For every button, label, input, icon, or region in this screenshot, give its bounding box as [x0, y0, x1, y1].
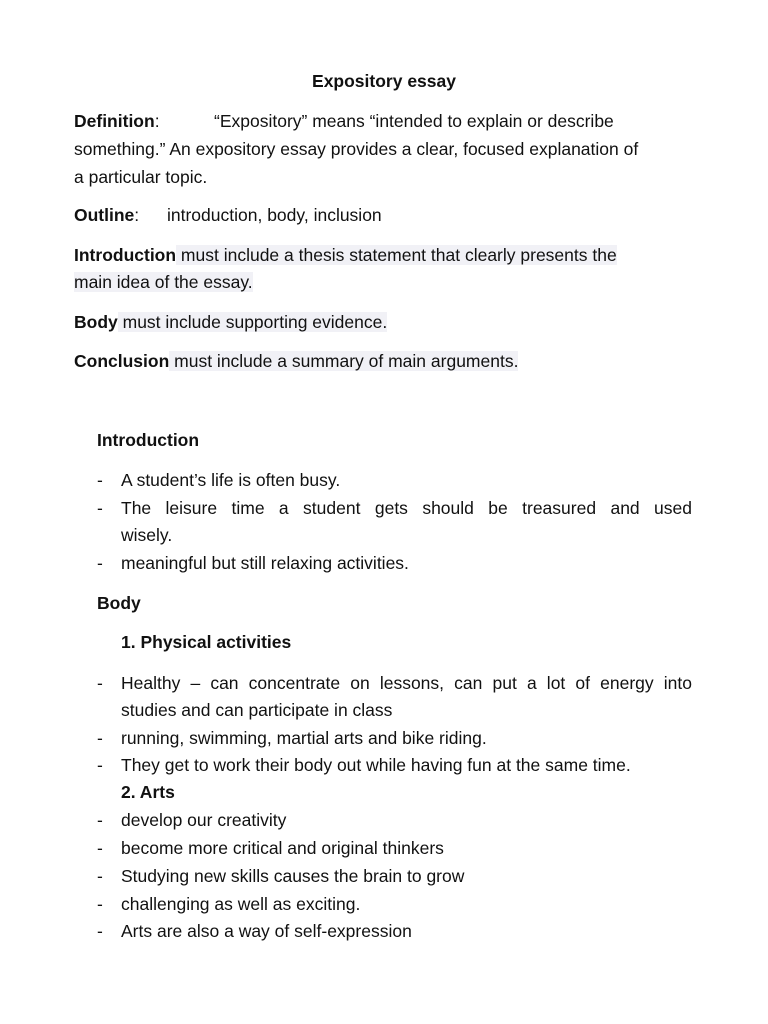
list-item-text: Arts are also a way of self-expression — [121, 921, 412, 941]
intro-def-line-1 — [74, 245, 617, 266]
bullet-dash: - — [97, 894, 103, 914]
bullet-dash: - — [97, 921, 103, 941]
bullet-dash: - — [97, 498, 103, 518]
list-item-text: They get to work their body out while having fun at the same time. — [121, 755, 631, 775]
body-def-label: Body — [74, 312, 118, 332]
bullet-dash: - — [97, 838, 103, 858]
list-item-text: running, swimming, martial arts and bike riding. — [121, 728, 487, 748]
list-item-continuation: wisely. — [121, 525, 173, 545]
body-def-text: must include supporting evidence. — [117, 312, 388, 332]
intro-def-line-2 — [74, 272, 253, 293]
conclusion-def-line — [74, 351, 518, 372]
definition-text-2: something.” An expository essay provides a clear, focused explanation of — [74, 139, 639, 159]
physical-activities-heading: 1. Physical activities — [121, 632, 292, 652]
list-item-continuation: studies and can participate in class — [121, 700, 393, 720]
outline-colon: : — [134, 205, 140, 225]
outline-text: introduction, body, inclusion — [167, 205, 382, 225]
bullet-dash: - — [97, 728, 103, 748]
list-item-text: challenging as well as exciting. — [121, 894, 361, 914]
bullet-dash: - — [97, 673, 103, 693]
outline-label: Outline — [74, 205, 135, 225]
list-item-text: The leisure time a student gets should be treasured and used — [121, 498, 692, 518]
list-item-text: become more critical and original thinkers — [121, 838, 444, 858]
outline-line — [74, 205, 139, 226]
definition-text-1: “Expository” means “intended to explain or describe — [214, 111, 614, 131]
body-heading: Body — [97, 593, 141, 613]
list-item-text: Studying new skills causes the brain to grow — [121, 866, 465, 886]
definition-label: Definition — [74, 111, 155, 131]
definition-line-1 — [74, 111, 160, 132]
conclusion-def-text: must include a summary of main arguments. — [169, 351, 519, 371]
list-item-text: develop our creativity — [121, 810, 287, 830]
list-item-text: meaningful but still relaxing activities. — [121, 553, 409, 573]
definition-colon: : — [154, 111, 160, 131]
list-item-text: A student’s life is often busy. — [121, 470, 341, 490]
document-title: Expository essay — [312, 71, 456, 91]
bullet-dash: - — [97, 755, 103, 775]
bullet-dash: - — [97, 553, 103, 573]
intro-def-text-1: must include a thesis statement that clearly presents the — [176, 245, 617, 265]
bullet-dash: - — [97, 866, 103, 886]
arts-heading: 2. Arts — [121, 782, 175, 802]
bullet-dash: - — [97, 470, 103, 490]
intro-def-text-2: main idea of the essay. — [74, 272, 253, 292]
intro-def-label: Introduction — [74, 245, 177, 265]
definition-text-3: a particular topic. — [74, 167, 208, 187]
conclusion-def-label: Conclusion — [74, 351, 170, 371]
list-item-text: Healthy – can concentrate on lessons, can put a lot of energy into — [121, 673, 692, 693]
introduction-heading: Introduction — [97, 430, 200, 450]
bullet-dash: - — [97, 810, 103, 830]
body-def-line — [74, 312, 387, 333]
